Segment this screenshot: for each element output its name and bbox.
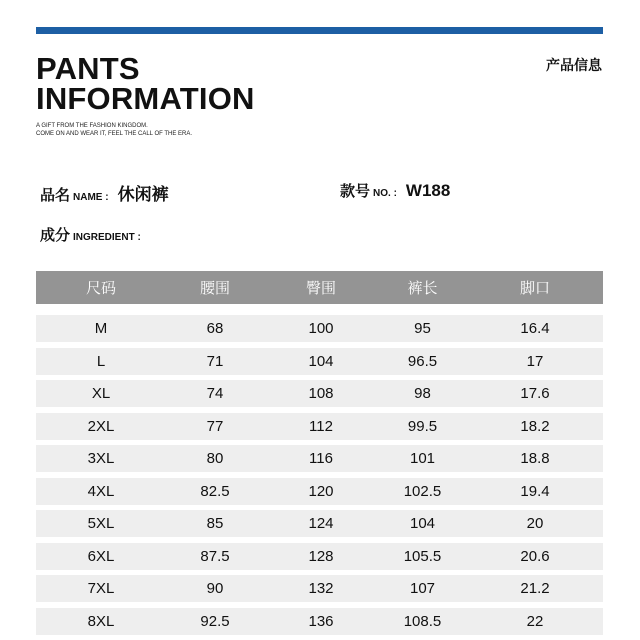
table-row: [36, 608, 603, 635]
table-body: [36, 315, 603, 635]
number-label-en: NO. :: [373, 188, 397, 199]
table-row: [36, 348, 603, 375]
tagline: [36, 122, 192, 138]
product-name-row: [40, 180, 169, 205]
table-cell: 71: [206, 352, 224, 370]
table-cell: 124: [308, 515, 334, 532]
table-cell: 104: [409, 515, 436, 532]
number-label: 款号: [340, 183, 371, 200]
table-cell: 104: [308, 352, 334, 370]
table-cell: 120: [308, 482, 334, 500]
table-cell: 95: [414, 320, 431, 337]
table-cell: 68: [206, 320, 224, 337]
table-cell: 108: [308, 385, 334, 402]
table-cell: L: [96, 352, 106, 370]
table-cell: 20.6: [520, 547, 550, 565]
table-cell: 77: [206, 417, 224, 435]
table-cell: 82.5: [200, 482, 230, 500]
tagline-line-1: A GIFT FROM THE FASHION KINGDOM.: [36, 123, 148, 129]
name-value: 休闲裤: [117, 185, 169, 204]
table-cell: 107: [409, 580, 436, 597]
name-label: 品名: [40, 187, 71, 204]
table-row: [36, 510, 603, 537]
number-value: W188: [405, 181, 451, 200]
table-cell: 16.4: [520, 320, 550, 337]
table-cell: 96.5: [407, 352, 438, 370]
table-cell: 20: [526, 515, 544, 532]
ingredient-row: [40, 224, 141, 245]
table-cell: 22: [526, 612, 544, 630]
table-cell: M: [94, 320, 108, 337]
table-row: [36, 478, 603, 505]
table-cell: 8XL: [87, 612, 115, 630]
table-row: [36, 445, 603, 472]
table-cell: XL: [91, 385, 111, 402]
table-row: [36, 380, 603, 407]
size-table: [36, 271, 603, 640]
table-cell: 98: [414, 385, 431, 402]
table-cell: 18.8: [520, 450, 550, 467]
table-cell: 7XL: [87, 580, 115, 597]
column-header-waist: 腰围: [199, 280, 230, 297]
table-cell: 90: [206, 580, 224, 597]
table-row: [36, 413, 603, 440]
table-cell: 4XL: [87, 482, 115, 500]
table-cell: 6XL: [87, 547, 115, 565]
title-line-2: INFORMATION: [36, 81, 255, 116]
table-row: [36, 575, 603, 602]
table-cell: 100: [308, 320, 334, 337]
table-cell: 116: [309, 450, 333, 467]
table-cell: 128: [308, 547, 334, 565]
table-cell: 101: [409, 450, 436, 467]
table-cell: 132: [308, 580, 334, 597]
title-line-1: PANTS: [36, 51, 140, 86]
product-number-row: [340, 180, 450, 201]
table-cell: 112: [309, 417, 333, 435]
table-cell: 80: [206, 450, 224, 467]
table-header: [36, 271, 603, 304]
ingredient-label-en: INGREDIENT :: [73, 232, 141, 243]
table-cell: 85: [206, 515, 224, 532]
table-cell: 92.5: [200, 612, 230, 630]
table-cell: 108.5: [403, 612, 442, 630]
table-cell: 19.4: [520, 482, 550, 500]
tagline-line-2: COME ON AND WEAR IT, FEEL THE CALL OF THE ERA.: [36, 131, 193, 137]
table-cell: 17.6: [520, 385, 550, 402]
name-label-en: NAME :: [73, 192, 109, 203]
table-cell: 17: [526, 352, 544, 370]
column-header-size: 尺码: [85, 280, 116, 297]
table-cell: 105.5: [403, 547, 442, 565]
product-info-label: 产品信息: [546, 57, 602, 73]
column-header-hip: 臀围: [305, 280, 336, 297]
table-cell: 136: [308, 612, 334, 630]
ingredient-label: 成分: [40, 227, 71, 244]
table-cell: 74: [206, 385, 224, 402]
table-cell: 2XL: [87, 417, 115, 435]
table-cell: 102.5: [403, 482, 442, 500]
table-row: [36, 315, 603, 342]
table-cell: 5XL: [87, 515, 115, 532]
top-accent-bar: [36, 27, 603, 34]
page-title: [36, 51, 255, 116]
column-header-leg-opening: 脚口: [519, 280, 550, 297]
table-cell: 3XL: [87, 450, 115, 467]
table-cell: 87.5: [200, 547, 230, 565]
column-header-length: 裤长: [407, 280, 438, 297]
table-row: [36, 543, 603, 570]
table-cell: 18.2: [520, 417, 550, 435]
table-cell: 21.2: [520, 580, 550, 597]
table-cell: 99.5: [407, 417, 438, 435]
